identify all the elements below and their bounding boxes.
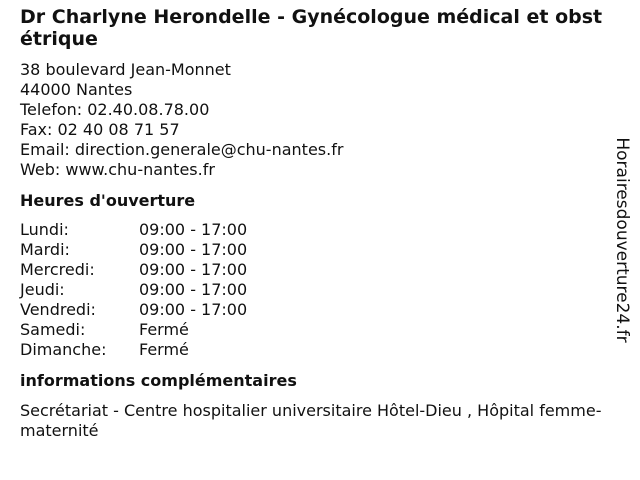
day-label: Samedi:: [20, 320, 86, 339]
hours-row: [20, 240, 610, 260]
phone-line: Telefon: 02.40.08.78.00: [20, 100, 210, 119]
day-label: Mardi:: [20, 240, 70, 259]
day-label: Mercredi:: [20, 260, 95, 279]
day-label: Lundi:: [20, 220, 69, 239]
street-line: 38 boulevard Jean-Monnet: [20, 60, 231, 79]
extra-info-text: Secrétariat - Centre hospitalier universitaire Hôtel-Dieu , Hôpital femme-maternité: [20, 401, 602, 440]
page-title: Dr Charlyne Herondelle - Gynécologue médical et obstétrique: [20, 6, 603, 50]
day-label: Jeudi:: [20, 280, 65, 299]
time-value: 09:00 - 17:00: [139, 220, 248, 239]
time-value: Fermé: [139, 340, 189, 359]
hours-table: [20, 220, 610, 360]
time-value: 09:00 - 17:00: [139, 260, 248, 279]
email-line: Email: direction.generale@chu-nantes.fr: [20, 140, 344, 159]
day-label: Vendredi:: [20, 300, 96, 319]
hours-row: [20, 280, 610, 300]
time-value: 09:00 - 17:00: [139, 300, 248, 319]
site-watermark: Horairesdouverture24.fr: [612, 137, 632, 343]
hours-heading: Heures d'ouverture: [20, 191, 196, 210]
time-value: Fermé: [139, 320, 189, 339]
time-value: 09:00 - 17:00: [139, 240, 248, 259]
hours-row: [20, 340, 610, 360]
extra-info-heading: informations complémentaires: [20, 371, 297, 390]
hours-row: [20, 300, 610, 320]
hours-row: [20, 220, 610, 240]
address-block: [20, 60, 610, 180]
day-label: Dimanche:: [20, 340, 107, 359]
city-line: 44000 Nantes: [20, 80, 133, 99]
hours-row: [20, 320, 610, 340]
fax-line: Fax: 02 40 08 71 57: [20, 120, 180, 139]
time-value: 09:00 - 17:00: [139, 280, 248, 299]
listing-content: [20, 6, 610, 441]
web-line: Web: www.chu-nantes.fr: [20, 160, 215, 179]
hours-row: [20, 260, 610, 280]
